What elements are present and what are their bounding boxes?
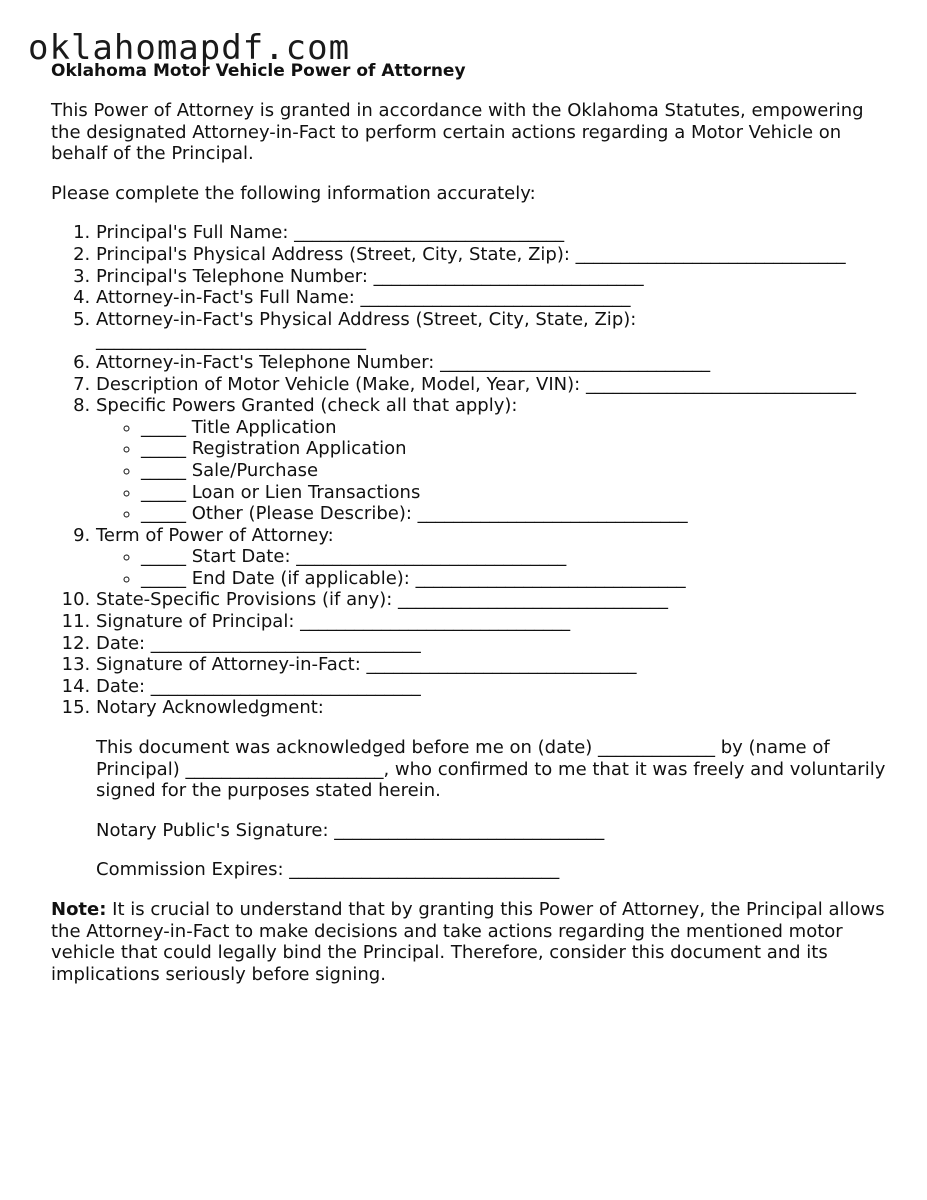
- field-label: Principal's Physical Address (Street, City, State, Zip): ______________________________: [96, 243, 846, 265]
- field-label: Attorney-in-Fact's Telephone Number: ______________________________: [96, 351, 711, 373]
- note-text: It is crucial to understand that by granting this Power of Attorney, the Principal allows the Attorney-in-Fact to make decisions and take actions regarding the mentioned motor vehicle that could legally bind the Principal. Therefore, consider this document and its implications seriously before signing.: [51, 899, 885, 985]
- field-label: Date: ______________________________: [96, 675, 421, 697]
- option-label: _____ Registration Application: [141, 438, 407, 460]
- field-principal-date[interactable]: [96, 633, 891, 655]
- field-principal-address[interactable]: [96, 244, 891, 266]
- field-attorney-name[interactable]: [96, 287, 891, 309]
- option-label: _____ Sale/Purchase: [141, 459, 319, 481]
- field-attorney-signature[interactable]: [96, 654, 891, 676]
- option-registration-application[interactable]: [141, 438, 891, 460]
- option-label: _____ End Date (if applicable): ______________________________: [141, 567, 686, 589]
- option-label: _____ Title Application: [141, 416, 337, 438]
- notary-block: [96, 737, 891, 881]
- note-paragraph: [51, 899, 891, 985]
- option-label: _____ Other (Please Describe): ______________________________: [141, 503, 688, 525]
- term-options-list: [96, 546, 891, 589]
- field-specific-powers: [96, 395, 891, 525]
- commission-expires-field[interactable]: Commission Expires: ______________________________: [96, 859, 560, 881]
- field-label: Attorney-in-Fact's Full Name: ______________________________: [96, 287, 631, 309]
- field-attorney-date[interactable]: [96, 676, 891, 698]
- site-watermark: oklahomapdf.com: [28, 28, 351, 68]
- field-label: Notary Acknowledgment:: [96, 697, 324, 719]
- option-start-date[interactable]: [141, 546, 891, 568]
- powers-options-list: [96, 417, 891, 525]
- field-notary-acknowledgment: [96, 697, 891, 881]
- field-label: Date: ______________________________: [96, 632, 421, 654]
- option-title-application[interactable]: [141, 417, 891, 439]
- field-label: Signature of Attorney-in-Fact: ______________________________: [96, 654, 637, 676]
- field-attorney-address[interactable]: [96, 309, 891, 352]
- field-principal-signature[interactable]: [96, 611, 891, 633]
- option-sale-purchase[interactable]: [141, 460, 891, 482]
- option-end-date[interactable]: [141, 568, 891, 590]
- option-label: _____ Start Date: ______________________________: [141, 546, 567, 568]
- notary-signature-field[interactable]: Notary Public's Signature: ______________________________: [96, 819, 605, 841]
- field-attorney-phone[interactable]: [96, 352, 891, 374]
- form-fields-list: [51, 222, 891, 881]
- field-label: Attorney-in-Fact's Physical Address (Street, City, State, Zip): ______________________________: [96, 308, 637, 352]
- field-state-provisions[interactable]: [96, 589, 891, 611]
- field-label: Signature of Principal: ______________________________: [96, 611, 571, 633]
- instruction-paragraph: Please complete the following information accurately:: [51, 182, 536, 204]
- field-vehicle-description[interactable]: [96, 374, 891, 396]
- intro-paragraph: This Power of Attorney is granted in accordance with the Oklahoma Statutes, empowering the designated Attorney-in-Fact to perform certain actions regarding a Motor Vehicle on behalf of the Principal.: [51, 100, 864, 165]
- field-label: State-Specific Provisions (if any): ______________________________: [96, 589, 669, 611]
- field-label: Term of Power of Attorney:: [96, 524, 334, 546]
- field-term: [96, 525, 891, 590]
- option-other[interactable]: [141, 503, 891, 525]
- field-label: Specific Powers Granted (check all that apply):: [96, 395, 518, 417]
- field-principal-phone[interactable]: [96, 266, 891, 288]
- field-label: Principal's Full Name: ______________________________: [96, 222, 565, 244]
- field-label: Principal's Telephone Number: ______________________________: [96, 265, 644, 287]
- field-principal-name[interactable]: [96, 222, 891, 244]
- option-label: _____ Loan or Lien Transactions: [141, 481, 421, 503]
- document-title: Oklahoma Motor Vehicle Power of Attorney: [51, 61, 466, 81]
- note-label: Note:: [51, 899, 107, 920]
- field-label: Description of Motor Vehicle (Make, Model, Year, VIN): ______________________________: [96, 373, 856, 395]
- option-loan-lien[interactable]: [141, 482, 891, 504]
- notary-acknowledgment-text[interactable]: This document was acknowledged before me on (date) _____________ by (name of Principal) ______________________, who confirmed to me that it was freely and voluntarily signed for the purposes stated herein.: [96, 737, 886, 802]
- document-body: [51, 60, 891, 985]
